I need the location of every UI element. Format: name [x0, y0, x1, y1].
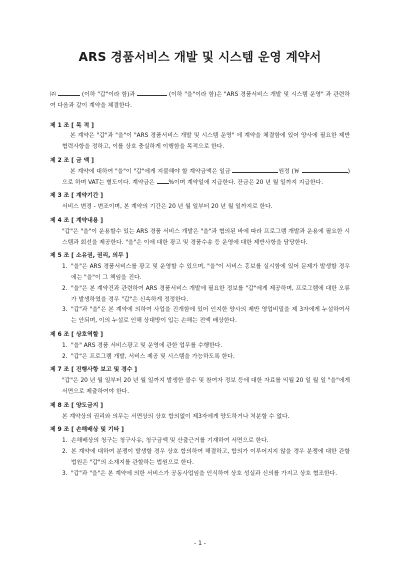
list-text: "을"은 본 계약건과 관련하여 ARS 경품서비스 개발에 필요한 정보를 "갑"에게 제공하며, 프로그램에 대한 오류가 발생하였을 경우 "갑"은 신속하게 정정한다.	[71, 285, 350, 303]
amount-text-2: 원정 (￦	[278, 168, 300, 175]
article-heading: 제 7 조 [ 진행사항 보고 및 경수 ]	[50, 367, 138, 374]
party-a-blank	[58, 90, 80, 96]
article-8	[50, 401, 350, 423]
list-text: "을" ARS 경품 서비스광고 및 운영에 관한 업무를 수행한다.	[71, 342, 223, 349]
list-number: 2.	[62, 285, 68, 292]
article-heading: 제 8 조 [ 양도금지 ]	[50, 402, 104, 409]
list-item	[62, 436, 350, 447]
amount-text-5: 년 월 일까지 지급한다.	[265, 179, 324, 186]
article-heading: 제 4 조 [ 계약내용 ]	[50, 217, 104, 224]
article-7	[50, 365, 350, 397]
amount-number-blank	[302, 167, 348, 173]
article-9	[50, 425, 350, 479]
page-title: ARS 경품서비스 개발 및 시스템 운영 계약서	[78, 50, 322, 64]
article-3	[50, 191, 350, 213]
list-number: 1.	[62, 342, 68, 349]
intro-part-2: (이하 "갑"이라 함)과	[81, 92, 135, 98]
article-2	[50, 156, 350, 188]
article-heading: 제 2 조 [ 금 액 ]	[50, 157, 94, 164]
list-item	[62, 352, 350, 363]
article-heading: 제 9 조 [ 손해배상 및 기타 ]	[50, 427, 124, 434]
article-5	[50, 251, 350, 327]
article-1	[50, 121, 350, 153]
article-heading: 제 1 조 [ 목 적 ]	[50, 122, 94, 129]
article-body	[62, 167, 350, 189]
intro-part-3: (이하 "을"이라 함)은 "ARS 경품서비스 개발 및 시스템 운영" 과 관련하여 다음과 같이 계약을 체결한다.	[50, 92, 350, 109]
deposit-percent-blank	[157, 178, 169, 184]
list-item	[62, 305, 350, 327]
list-item	[62, 469, 350, 480]
list-text: "갑"은 프로그램 개발, 서비스 제공 및 시스템을 가능하도록 한다.	[71, 353, 235, 360]
amount-korean-blank	[232, 167, 278, 173]
article-4	[50, 216, 350, 248]
list-number: 1.	[62, 438, 68, 445]
list-text: 손해배상의 청구는 청구사유, 청구금액 및 산출근거를 기재하여 서면으로 한다.	[71, 438, 269, 445]
article-body: "갑"은 20 년 월 일부터 20 년 월 일까지 발생한 콜수 및 참여자 정보 등에 대한 자료를 익월 20 일 월 일 "을"에게 서면으로 제출하여야 한다.	[62, 378, 350, 395]
party-b-blank	[137, 90, 167, 96]
list-item	[62, 447, 350, 469]
list-text: "을"은 ARS 경품서비스를 광고 및 운영할 수 있으며, "을"이 서비스 홍보를 실시함에 있어 문제가 발생할 경우에는 "을"이 그 책임을 진다.	[71, 264, 350, 281]
list-text: "갑"과 "을"은 본 계약에 의한 서비스가 공동사업임을 인식하여 상호 성실과 신의를 가지고 상호 협조한다.	[71, 470, 338, 477]
intro-company-prefix: ㈜	[50, 92, 56, 98]
article-body: "갑"은 "을"이 운용할수 있는 ARS 경품 서비스 개발은 "을"과 협의된 바에 따라 프로그램 개발과 운용에 필요한 시스템과 회선을 제공한다. "을"은 이에 대한 광고 및 경품수송 등 운영에 대한 제반사항을 담당한다.	[62, 228, 350, 246]
article-body: 본 계약상의 권리와 의무는 서면상의 상호 합의없이 제3자에게 양도하거나 처분할 수 없다.	[62, 413, 290, 420]
list-text: 본 계약에 대하여 분쟁이 발생할 경우 상호 합의하여 해결하고, 합의가 이루어지지 않을 경우 분쟁에 대한 관할 법원은 "갑"의 소재지를 관할하는 법원으로 한다.	[71, 448, 350, 466]
list-item	[62, 284, 350, 306]
list-number: 2.	[62, 448, 68, 455]
amount-text-3: )으로 하며 VAT는 별도이다. 계약금은	[62, 168, 351, 186]
list-text: "갑"과 "을"은 본 계약에 의하여 사업을 진개함에 있어 인지한 양사의 제반 영업비밀을 제 3자에게 누설하여서는 안되며, 이의 누설로 인해 상대방이 입는 손해는 전액 배상한다.	[71, 307, 350, 325]
article-6	[50, 330, 350, 362]
list-number: 3.	[62, 470, 68, 477]
amount-text-1: 본 계약에 대하여 "을"이 "갑"에게 지불해야 할 계약금액은 일금	[70, 168, 231, 175]
page-number: - 1 -	[194, 540, 206, 547]
amount-text-4: %이며 계약일에 지급한다. 잔금은 20	[168, 179, 264, 186]
article-body: 서비스 변경 - 변조이며, 본 계약의 기간은 20 년 월 일부터 20 년 월 일까지로 한다.	[62, 204, 273, 211]
article-heading: 제 5 조 [ 소유권, 권리, 의무 ]	[50, 253, 129, 260]
article-heading: 제 6 조 [ 상호역할 ]	[50, 331, 104, 338]
article-body: 본 계약은 "갑"과 "을"이 "ARS 경품서비스 개발 및 시스템 운영" 에 계약을 체결함에 있어 양사에 필요한 제반 협력사항을 정하고, 이를 상호 충실하게 이행함을 목적으로 한다.	[62, 133, 350, 151]
article-heading: 제 3 조 [ 계약기간 ]	[50, 193, 104, 200]
list-number: 3.	[62, 307, 68, 314]
list-item	[62, 262, 350, 284]
list-number: 1.	[62, 264, 68, 271]
list-number: 2.	[62, 353, 68, 360]
intro-paragraph	[50, 90, 350, 112]
list-item	[62, 341, 350, 352]
